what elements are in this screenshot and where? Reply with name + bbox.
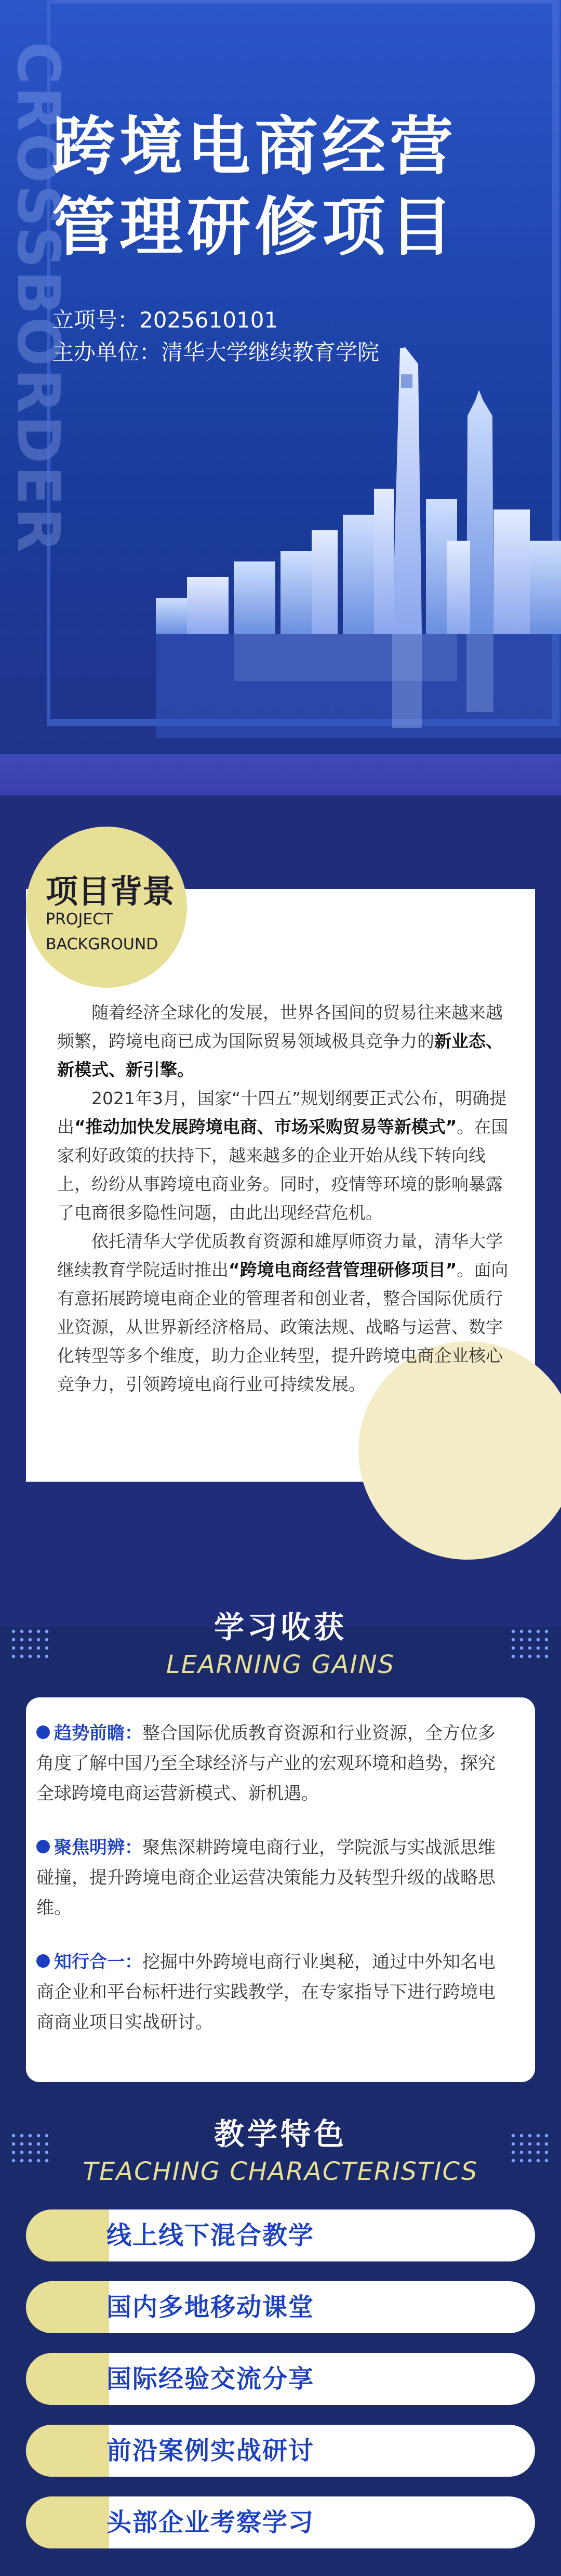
gain-item [36, 1833, 504, 1923]
pill-tab [26, 2353, 109, 2405]
pill-tab [26, 2209, 109, 2261]
feature-text: 线上线下混合教学 [106, 2221, 315, 2250]
feature-text: 国内多地移动课堂 [106, 2293, 315, 2322]
highlight-text: 新业态、新模式、新引擎。 [57, 1031, 503, 1080]
pill-tab [26, 2496, 109, 2548]
feature-pill [26, 2496, 535, 2548]
highlight-text: “推动加快发展跨境电商、市场采购贸易等新模式” [74, 1117, 457, 1137]
gain-text: 聚焦深耕跨境电商行业，学院派与实战派思维碰撞，提升跨境电商企业运营决策能力及转型升级的战略思维。 [36, 1837, 496, 1918]
organizer: 主办单位：清华大学继续教育学院 [52, 339, 380, 365]
city-skyline-illustration [156, 343, 561, 738]
teaching-title: 教学特色 [213, 2116, 347, 2152]
feature-text: 头部企业考察学习 [106, 2508, 315, 2537]
feature-pill [26, 2281, 535, 2333]
hero-bottom-band [0, 754, 561, 795]
bullet-icon [36, 1725, 50, 1739]
feature-pill [26, 2353, 535, 2405]
gains-header [0, 1606, 561, 1681]
background-subtitle [46, 907, 202, 957]
feature-text: 国际经验交流分享 [106, 2364, 315, 2394]
feature-pill [26, 2425, 535, 2477]
title-line-2: 管理研修项目 [52, 190, 457, 264]
hero-banner [0, 0, 561, 754]
bullet-icon [36, 1840, 50, 1853]
title-line-1: 跨境电商经营 [52, 110, 457, 184]
hero-vertical-text: CROSSBORDER [4, 42, 72, 555]
paragraph-3: 依托清华大学优质教育资源和雄厚师资力量，清华大学继续教育学院适时推出“跨境电商经营管理研修项目”。面向有意拓展跨境电商企业的管理者和创业者，整合国际优质行业资源，从世界新经济格局、政策法规、战略与运营、数字化转型等多个维度，助力企业转型，提升跨境电商企业核心竞争力，引领跨境电商行业可持续发展。 [57, 1231, 509, 1394]
teaching-header [0, 2113, 561, 2188]
project-number: 立项号：2025610101 [52, 307, 278, 333]
paragraph-1: 随着经济全球化的发展，世界各国间的贸易往来越来越频繁，跨境电商已成为国际贸易领域极具竞争力的新业态、新模式、新引擎。 [57, 1002, 503, 1080]
paragraph-2: 2021年3月，国家“十四五”规划纲要正式公布，明确提出“推动加快发展跨境电商、市场采购贸易等新模式”。在国家利好政策的扶持下，越来越多的企业开始从线下转向线上，纷纷从事跨境电商业务。同时，疫情等环境的影响暴露了电商很多隐性问题，由此出现经营危机。 [57, 1088, 509, 1223]
subtitle-line-2: BACKGROUND [46, 935, 158, 953]
pill-tab [26, 2425, 109, 2477]
gain-item [36, 1718, 504, 1809]
bullet-icon [36, 1954, 50, 1968]
page-title [52, 107, 457, 268]
background-title: 项目背景 [46, 872, 175, 910]
gain-text: 整合国际优质教育资源和行业资源，全方位多角度了解中国乃至全球经济与产业的宏观环境和趋势，探究全球跨境电商运营新模式、新机遇。 [36, 1723, 496, 1804]
subtitle-line-1: PROJECT [46, 910, 113, 929]
gains-title: 学习收获 [213, 1610, 347, 1645]
teaching-title-en: TEACHING CHARACTERISTICS [83, 2157, 478, 2186]
gain-label: 趋势前瞻： [54, 1723, 142, 1744]
gain-item [36, 1947, 504, 2037]
gains-title-en: LEARNING GAINS [166, 1650, 395, 1679]
gain-text: 挖掘中外跨境电商行业奥秘，通过中外知名电商企业和平台标杆进行实践教学，在专家指导下进行跨境电商商业项目实战研讨。 [36, 1952, 496, 2033]
pill-tab [26, 2281, 109, 2333]
highlight-text: “跨境电商经营管理研修项目” [229, 1260, 457, 1280]
feature-text: 前沿案例实战研讨 [106, 2436, 315, 2465]
background-body [57, 998, 509, 1398]
gain-label: 知行合一： [54, 1952, 142, 1972]
gain-label: 聚焦明辨： [54, 1837, 142, 1858]
feature-pill [26, 2209, 535, 2261]
